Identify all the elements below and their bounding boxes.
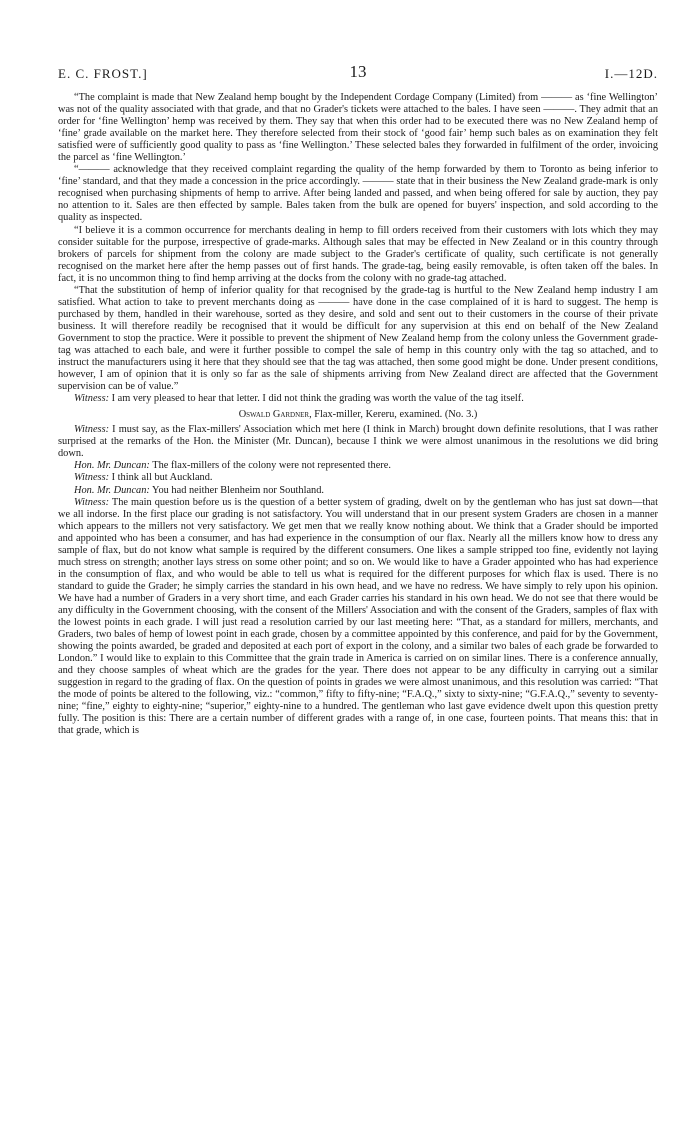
speaker-label: Witness: — [74, 496, 110, 508]
testimony-paragraph — [58, 497, 658, 738]
letter-paragraph: “I believe it is a common occurrence for merchants dealing in hemp to fill orders received from their customers with lots which they may consider suitable for the purpose, irrespective of grade-marks. Although sales that may be effected in New Zealand or in this country through brokers of parcels for shipment from the colony are made subject to the Grader's certificate of quality, such certificate is not generally recognised on the market here after the hemp passes out of first hands. The grade-tag, being easily removable, is often taken off the bales. In fact, it is no uncommon thing to find hemp arriving at the docks from the colony with no grade-tag attached. — [58, 224, 658, 284]
speaker-label: Witness: — [74, 424, 110, 436]
testimony-paragraph — [58, 460, 658, 472]
letter-paragraph: “——— acknowledge that they received complaint regarding the quality of the hemp forwarded by them to Toronto as being inferior to ‘fine’ standard, and that they made a concession in the price accordingly. ——— state that in their business the New Zealand grade-mark is only recognised when purchasing shipments of hemp to arrive. After being landed and passed, and when being offered for sale by auction, they pay no attention to it. Sales are then effected by sample. Bales taken from the bulk are opened for buyers' inspection, and sold according to the quality as inspected. — [58, 164, 658, 224]
testimony-text: I think all but Auckland. — [109, 472, 213, 484]
letter-paragraph: “That the substitution of hemp of inferior quality for that recognised by the grade-tag is hurtful to the New Zealand hemp industry I am satisfied. What action to take to prevent merchants doing as ——— have done in the case complained of it is hard to suggest. The hemp is purchased by them, handled in their warehouse, sorted as they desire, and sold and sent out to their customers in the course of their private business. It will therefore readily be recognised that it would be difficult for any supervision at this end on behalf of the New Zealand Government to stop the practice. Were it possible to prevent the shipment of New Zealand hemp from the colony unless the Government grade-tag was attached to each bale, and were it further possible to compel the sale of hemp in this country only with the tag so attached, and to instruct the manufacturers using it here that they should see that the tag was attached, then some good might be done. Under present conditions, however, I am of opinion that it is only so far as the sale of shipments arriving from New Zealand direct are affected that the Government supervision can be of value.” — [58, 284, 658, 393]
speaker-label: Hon. Mr. Duncan: — [74, 484, 150, 496]
page-number: 13 — [349, 62, 367, 81]
testimony-text: You had neither Blenheim nor Southland. — [149, 484, 324, 496]
testimony-paragraph — [58, 485, 658, 497]
testimony-paragraph — [58, 424, 658, 460]
speaker-label: Hon. Mr. Duncan: — [74, 460, 150, 472]
testimony-text: I must say, as the Flax-millers' Association which met here (I think in March) brought down definite resolutions, that I was rather surprised at the remarks of the Hon. the Minister (Mr. Duncan), because I think we were almost unanimous in the resolutions we did bring down. — [58, 424, 658, 460]
letter-paragraph: “The complaint is made that New Zealand hemp bought by the Independent Cordage Company (Limited) from ——— as ‘fine Wellington’ was not of the quality associated with that grade, and that no Grader's tickets were attached to the bales. I have seen ———. They admit that an order for ‘fine Wellington’ hemp was received by them. They say that when this order had to be executed there was no New Zealand hemp of ‘fine’ grade available on the market here. They therefore selected from their stock of ‘good fair’ hemp such bales as on examination they felt satisfied were of sufficiently good quality to pass as ‘fine Wellington.’ These selected bales they forwarded in fulfilment of the order, invoicing the parcel as ‘fine Wellington.’ — [58, 92, 658, 164]
header-paper-reference: I.—12D. — [604, 66, 658, 81]
speaker-label: Witness: — [74, 393, 110, 405]
testimony-paragraph — [58, 472, 658, 484]
witness-name: Oswald Gardner — [238, 409, 310, 421]
testimony-text: The main question before us is the question of a better system of grading, dwelt on by the gentleman who has just sat down—that we all indorse. In the first place our grading is not satisfactory. You will understand that in our present system Graders are chosen in a manner which appears to the millers not very satisfactory. We get men that we really know nothing about. We think that a Grader should be imported and appointed who has been a consumer, and has had experience in the consumption of our flax. Nearly all the millers know how to dress any sample of flax, but do not know what sample is required by the different consumers. One likes a sample stripped too fine, evidently not laying much stress on strength; another lays stress on some other point; and so on. We would like to have a Grader appointed who has had experience in the consumption of flax, and who would be able to tell us what is required for the different purposes for which flax is used. There is no standard to guide the Grader; he simply carries the standard in his own head, and we have no redress. We have simply to rely upon his opinion. We have had a number of Graders in a very short time, and each Grader carries his standard in his own head. We do not see that there would be any difficulty in the Government choosing, with the consent of the Millers' Association and with the consent of the Graders, samples of flax with the lowest points in each grade. I will just read a resolution carried by our last meeting here: “That, as a standard for millers, merchants, and Graders, two bales of hemp of lowest point in each grade, chosen by a committee appointed by this conference, and paid for by the Government, showing the points awarded, be graded and deposited at each port of export in the colony, and a similar two bales of each grade be forwarded to London.” I would like to explain to this Committee that the grain trade in America is carried on on similar lines. There is a conference annually, and they choose samples of wheat which are the grades for the year. There does not appear to be any difficulty in carrying out a similar suggestion in regard to the grading of flax. On the question of points in grades we were almost unanimous, and this resolution was carried: “That the mode of points be altered to the following, viz.: “common,” fifty to fifty-nine; “F.A.Q.,” sixty to sixty-nine; “G.F.A.Q.,” seventy to seventy-nine; “fine,” eighty to eighty-nine; “superior,” eighty-nine to a hundred. The gentleman who last gave evidence dwelt upon this question pretty fully. The position is this: There are a certain number of different grades with a range of, in one case, fourteen points. That means this: that in that grade, which is — [58, 496, 658, 737]
testimony-text: The flax-millers of the colony were not represented there. — [149, 460, 391, 472]
testimony-paragraph — [58, 393, 658, 405]
speaker-label: Witness: — [74, 472, 110, 484]
witness-description: , Flax-miller, Kereru, examined. (No. 3.) — [309, 409, 478, 421]
document-body — [58, 92, 658, 737]
page-header — [58, 62, 658, 84]
header-author: E. C. FROST.] — [58, 66, 148, 81]
witness-heading — [58, 409, 658, 421]
testimony-text: I am very pleased to hear that letter. I did not think the grading was worth the value of the tag itself. — [109, 393, 524, 405]
